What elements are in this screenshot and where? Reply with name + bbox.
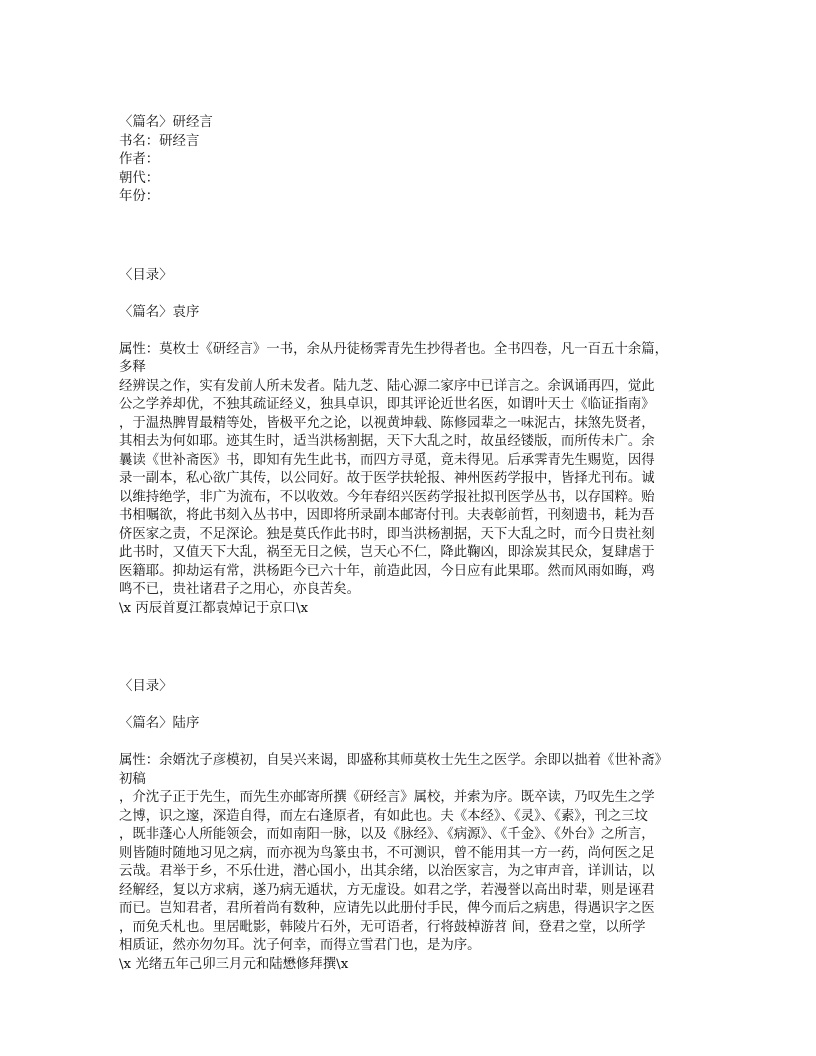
text-line: ，而免夭札也。里居毗影，韩陵片石外，无可语者，行将鼓棹游苕 间，登君之堂，以所学 — [119, 919, 646, 935]
text-line: 多释 — [119, 360, 146, 375]
spacer — [119, 734, 704, 753]
book-name: 书名：研经言 — [119, 133, 200, 149]
dynasty-field: 朝代： — [119, 170, 160, 186]
section-title: 〈篇名〉袁序 — [119, 304, 200, 320]
text-line: 侪医家之责，不足深论。独是莫氏作此书时，即当洪杨割据，天下大乱之时，而今日贵社刻 — [119, 526, 655, 542]
text-line: ，既非蓬心人所能领会，而如南阳一脉，以及《脉经》、《病源》、《千金》、《外台》之所言， — [119, 827, 655, 842]
text-line: 其相去为何如耶。迹其生时，适当洪杨割据，天下大乱之时，故虽经镂版，而所传未广。余 — [119, 434, 655, 449]
section-title: 〈篇名〉陆序 — [119, 716, 200, 731]
text-line: 属性：莫枚士《研经言》一书，余从丹徒杨霁青先生抄得者也。全书四卷，凡一百五十余篇， — [119, 341, 669, 357]
text-line: 初稿 — [119, 771, 146, 787]
section-lu-preface — [119, 678, 704, 974]
preface-body — [119, 341, 704, 619]
spacer — [119, 697, 704, 716]
header-block — [119, 114, 704, 207]
text-line: 鸣不已，贵社诸君子之用心，亦良苦矣。 — [119, 582, 361, 597]
text-line: 曩读《世补斋医》书，即知有先生此书，而四方寻觅，竟未得见。后承霁青先生赐览，因得 — [119, 452, 655, 468]
section-yuan-preface — [119, 267, 704, 619]
signature-line: \x 丙辰首夏江都袁焯记于京口\x — [119, 600, 309, 616]
text-line: ，介沈子正于先生，而先生亦邮寄所撰《研经言》属校，并索为序。既卒读，乃叹先生之学 — [119, 790, 655, 805]
text-line: 公之学养却优，不独其疏证经义，独具卓识，即其评论近世名医，如谓叶天士《临证指南》 — [119, 397, 655, 412]
text-line: 经解经，复以方求病，遂乃病无遁状，方无虚设。如君之学，若漫誉以高出时辈，则是诬君 — [119, 882, 655, 898]
year-field: 年份： — [119, 189, 160, 204]
text-line: 属性：余婿沈子彦模初，自吴兴来谒，即盛称其师莫枚士先生之医学。余即以拙着《世补斋》 — [119, 753, 669, 768]
text-line: 云哉。君举于乡，不乐仕进，潜心国小，出其余绪，以治医家言，为之审声音，详训诂，以 — [119, 864, 655, 879]
text-line: ，于温热脾胃最精等处，皆极平允之论，以视黄坤载、陈修园辈之一味泥古，抹煞先贤者， — [119, 415, 655, 431]
document-page — [119, 114, 704, 974]
spacer — [119, 285, 704, 304]
spacer — [119, 207, 704, 267]
spacer — [119, 618, 704, 678]
author-field: 作者： — [119, 152, 160, 167]
toc-marker: 〈目录〉 — [119, 679, 173, 694]
text-line: 此书时，又值天下大乱，祸至无日之候，岂天心不仁，降此鞠凶，即涂炭其民众，复肆虐于 — [119, 545, 655, 560]
preface-body — [119, 752, 704, 974]
text-line: 医籍耶。抑劫运有常，洪杨距今已六十年，前造此因，今日应有此果耶。然而风雨如晦，鸡 — [119, 563, 655, 579]
toc-marker: 〈目录〉 — [119, 267, 173, 283]
chapter-title: 〈篇名〉研经言 — [119, 115, 213, 130]
text-line: 之博，识之邃，深造自得，而左右逢原者，有如此也。夫《本经》、《灵》、《素》，刊之三坟 — [119, 808, 648, 824]
spacer — [119, 322, 704, 341]
text-line: 录一副本，私心欲广其传，以公同好。故于医学扶轮报、神州医药学报中，皆择尤刊布。诚 — [119, 471, 655, 486]
text-line: 以维持绝学，非广为流布，不以收效。今年春绍兴医药学报社拟刊医学丛书，以存国粹。贻 — [119, 489, 655, 505]
text-line: 经辨误之作，实有发前人所未发者。陆九芝、陆心源二家序中已详言之。余讽诵再四，觉此 — [119, 378, 655, 394]
text-line: 而已。岂知君者，君所着尚有数种，应请先以此册付手民，俾今而后之病患，得遇识字之医 — [119, 901, 655, 916]
text-line: 则皆随时随地习见之病，而亦视为鸟篆虫书，不可测识，曾不能用其一方一药，尚何医之足 — [119, 845, 655, 861]
text-line: 相质证，然亦勿勿耳。沈子何幸，而得立雪君门也，是为序。 — [119, 938, 481, 953]
signature-line: \x 光绪五年己卯三月元和陆懋修拜撰\x — [119, 956, 349, 972]
text-line: 书相嘱欲，将此书刻入丛书中，因即将所录副本邮寄付刊。夫表彰前哲，刊刻遗书，耗为吾 — [119, 508, 655, 523]
